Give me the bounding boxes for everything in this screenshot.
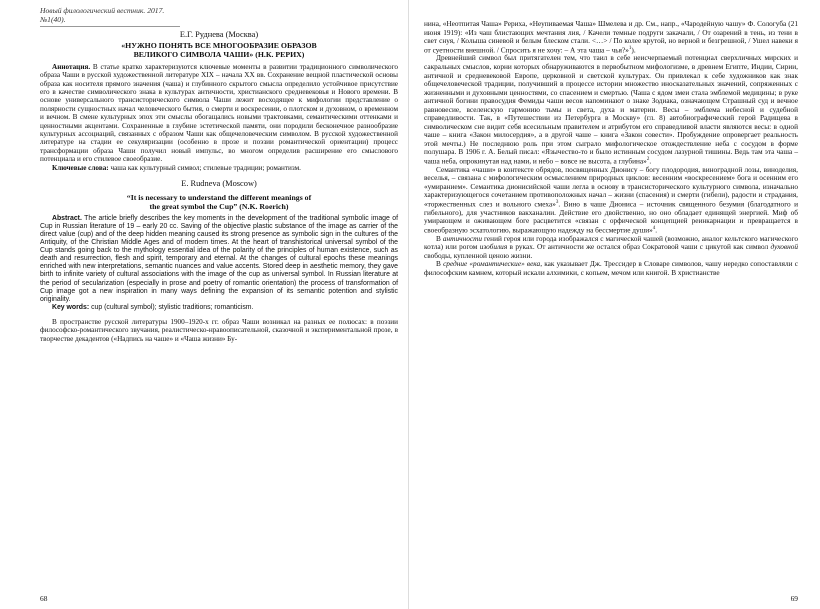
footnote-ref-1: 1 — [628, 45, 632, 51]
article-title-ru — [40, 42, 398, 60]
paragraph-4-b: гений героя или города изображался с магической чашей (возможно, аналог кельтского магического котла) или рогом — [424, 233, 798, 252]
paragraph-1-end: ). — [631, 44, 636, 54]
title-ru-line-2: ВЕЛИКОГО СИМВОЛА ЧАШИ» (Н.К. РЕРИХ) — [133, 49, 305, 59]
paragraph-3 — [424, 166, 798, 235]
title-ru-line-1: «НУЖНО ПОНЯТЬ ВСЕ МНОГООБРАЗИЕ ОБРАЗОВ — [121, 41, 317, 50]
annotation-ru — [40, 63, 398, 172]
keywords-text: чаша как культурный символ; стилевые традиции; романтизм. — [110, 163, 301, 172]
paragraph-2 — [424, 54, 798, 165]
paragraph-4-italic-3: духовной — [770, 242, 799, 252]
paragraph-3-text-b: . Вино в чаше Диониса – источник священного безумия (благодатного и гибельного), для участников вакханалии. Действие его двойственно, но оно обладает единящей энергией. Миф об умирающем и оживающем боге расцветится «связан с орфической концепцией реинкарнации и превращается в своеобразную эсхатологию, выражающую надежду на бессмертие души» — [424, 199, 798, 235]
paragraph-2-end: . — [649, 156, 652, 166]
paragraph-5 — [424, 260, 798, 277]
keywords-label: Ключевые слова: — [52, 163, 109, 172]
abstract-text: The article briefly describes the key moments in the development of the traditional symbolic image of Cup in Russian literature of 19 – early 20 cc. Saving of the objective plastic substance of the image as carrier of the direct value (cup) and of the deep hidden meaning caused its strong presence as symbolic sign in the cultures of the Antiquity, of the Christian Middle Ages and of modern times. At the heart of transhistorical universal symbol of the Cup stands going back to the mythology essential idea of the polarity of the principles of human existence, such as death and resurrection, flesh and spirit, temporary and eternal. At the changes of cultural epochs these meanings enriched with new interpretations, semantic nuances and value accents. Stored deep in aesthetic memory, they gave birth to infinite variety of cultural associations with the image of the cup as universal symbol. In Russian literature at the period of secularization (especially in prose and poetry of romantic orientation) the process of transformation of Cup image got a new inspiration in many ways defining the expansion of its semantic potention and stylistic originality. — [40, 214, 398, 303]
title-en-line-1: “It is necessary to understand the different meanings of — [126, 192, 312, 202]
author-ru: Е.Г. Руднева (Москва) — [179, 30, 259, 39]
footnote-ref-4: 4 — [652, 225, 656, 231]
paragraph-5-a: В — [436, 259, 444, 269]
paragraph-4 — [424, 235, 798, 261]
abstract-paragraph — [40, 215, 398, 304]
keywords-paragraph — [40, 164, 398, 172]
author-en: E. Rudneva (Moscow) — [181, 178, 257, 188]
annotation-paragraph — [40, 63, 398, 164]
paragraph-4-italic-1: античности — [442, 233, 482, 243]
title-en-line-2: the great symbol the Cup” (N.K. Roerich) — [149, 201, 289, 211]
body-paragraph: В пространстве русской литературы 1900–1920-х гг. образ Чаши возникал на разных ее полюсах: в поэзии философско-романтического звучания, реалистическо-нравоописательной, сказочной и экспериментальной прозе, в творчестве декадентов («Надпись на чаше» и «Чаша жизни» Бу- — [40, 317, 398, 343]
paragraph-3-end: . — [655, 225, 658, 235]
paragraph-3-text: Семантика «чаши» в контексте обрядов, посвященных Дионису – богу плодородия, виноградной лозы, виноделия, веселья, – связана с мифологическим осмыслением природных циклов: весенним «воскресением» бога и осенним его «умиранием». Семантика дионисийской чаши легла в основу в трансисторического культурного символа, изначально характеризующегося сочетанием противоположных начал – жизни (спасения) и смерти (гибели), радости и страдания, «торжественных слез и вольного смеха» — [424, 164, 798, 209]
paragraph-5-b: , как указывает Дж. Трессидер в Словаре символов, чашу нередко сопоставляли с философским камнем, который искали алхимики, с копьем, мечом или книгой. В христианстве — [424, 259, 798, 277]
paragraph-4-a: В — [436, 233, 443, 243]
page-number-right: 69 — [790, 594, 798, 603]
paragraph-5-italic-1: средние «романтические» века — [443, 259, 541, 269]
paragraph-1-text: нина, «Неотпитая Чаша» Рериха, «Неупиваемая Чаша» Шмелева и др. См., напр., «Чародейную чашу» Ф. Сологуба (21 июня 1919): «Из чаш блистающих мечтания лия, / Качели темные подруги закачали, / От озарений в тень, из тени в свет снуя, / Колыша синевой и белым блеском стали. <…> / По колее крутой, но верной и безгрешной, / Ушел навеки я от суетности внешной. / Спросить я не хочу: – А эта чаша – чья?» — [424, 19, 798, 54]
page-number-left: 68 — [40, 594, 48, 603]
paragraph-4-italic-2: изобилия — [479, 242, 508, 252]
abstract-label: Abstract. — [52, 214, 82, 222]
paragraph-1 — [424, 20, 798, 54]
right-page — [410, 0, 820, 609]
key-words-label: Key words: — [52, 303, 90, 311]
running-header: Новый филологический вестник. 2017. №1(40). — [40, 6, 180, 27]
article-title-en — [40, 194, 398, 212]
gutter-divider — [408, 0, 409, 609]
annotation-label: Аннотация. — [52, 62, 91, 71]
body-text-left — [40, 318, 398, 343]
annotation-text: В статье кратко характеризуются ключевые моменты в развитии традиционного символического образа Чаши в русской художественной литературе XIX – начала XX вв. Сохранение вещной пластической основы образа как носителя прямого значения (чаша) и глубинного скрытого смысла определило устойчивое присутствие его в качестве символического знака в культурах античности, христианского средневековья и Нового времени. В основе универсального трансисторического символа Чаши лежит восходящее к мифологии представление о полярности сущностных начал человеческого бытия, о смерти и воскресении, о плотском и духовном, о временном и вечном. В смене культурных эпох эти смыслы обогащались новыми трактовками, семантическими оттенками и ценностными акцентами. Сохраненные в глубине эстетической памяти, они породили бесконечное разнообразие культурных ассоциаций, связанных с образом Чаши как общечеловеческим символом. В русской художественной литературе на стадии ее секуляризации (особенно в прозе и поэзии романтической ориентации) процесс трансформации образа Чаши получил новый импульс, во многом определив расширение его смыслового потенциала и его стилевое своеобразие. — [40, 62, 399, 164]
footnote-ref-3: 3 — [555, 199, 559, 205]
footnote-ref-2: 2 — [646, 156, 650, 162]
paragraph-4-d: свободы, купленной ценою жизни. — [424, 250, 533, 260]
abstract-en — [40, 215, 398, 312]
key-words-text: cup (cultural symbol); stylistic traditions; romanticism. — [91, 303, 254, 311]
paragraph-4-c: в руках. От античности же остался образ Сократовой чаши с цикутой как символ — [507, 242, 771, 252]
key-words-paragraph — [40, 304, 398, 312]
paragraph-2-text: Древнейший символ был притягателен тем, что таил в себе неисчерпаемый потенциал сверхличных мирских и сакральных смыслов, корни которых обнаруживаются в первобытном мифологизме, в древнем Египте, Индии, Сирии, античной и средневековой Европе, церковной и светской культурах. Он привлекал к себе художников как знак общечеловеческой традиции, получивший в процессе истории множество иносказательных значений, сопряженных с жизненными и духовными ценностями, со спасением и смертью. (Чаша с ядом змеи стала эмблемой медицины; в руке античной богини правосудия Фемиды чаши весов напоминают о знаке Зодиака, означающем Страшный суд и вечное равновесие, вселенскую гармонию тьмы и света, духа и материи. Весы – эмблема небесной и судебной справедливости. Так, в «Путешествии из Петербурга в Москву» (гл. 8) автобиографический герой Радищева в символическом сне видит себя всесильным правителем и атрибутом его справедливой власти являются весы: в одной чаше – книга «Закон милосердия», а в другой чаше – книга «Закон совести». Пробуждение опровергает реальность этой мечты.) Не последнюю роль при этом сыграло мифологическое отождествление неба с сосудом в форме полушара. В 1906 г. А. Белый писал: «Язычество-то и было истинным сосудом лазурной тишины. Ведь там эта чаша – чаша неба, опрокинутая над нами, и небо – вовсе не высота, а глубина» — [424, 53, 798, 166]
